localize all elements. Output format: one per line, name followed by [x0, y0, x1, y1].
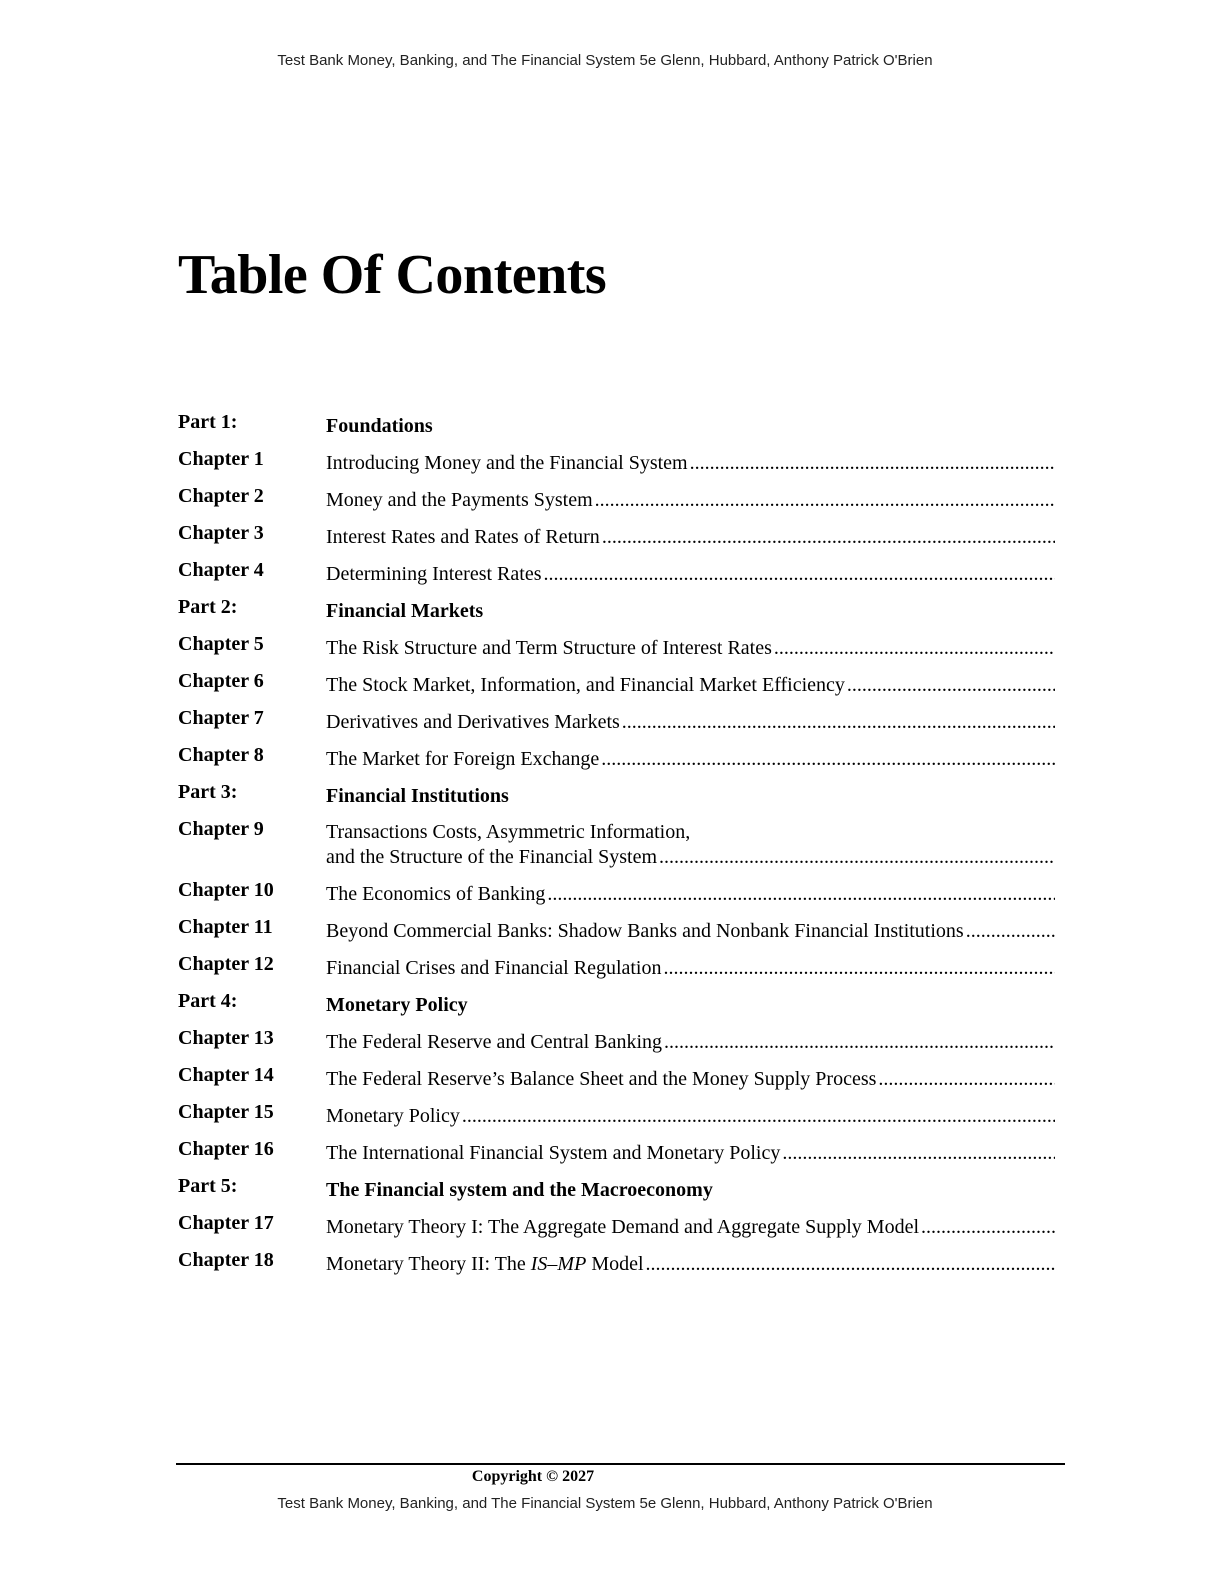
toc-part-5 — [178, 1170, 1055, 1207]
toc-part-3 — [178, 776, 1055, 813]
chapter-label: Chapter 2 — [178, 485, 264, 507]
dot-leader — [921, 1215, 1055, 1240]
chapter-title: The Risk Structure and Term Structure of Interest Rates — [326, 637, 772, 659]
toc-chapter-10[interactable] — [178, 874, 1055, 911]
chapter-title: The Federal Reserve’s Balance Sheet and the Money Supply Process — [326, 1068, 877, 1090]
chapter-label: Chapter 18 — [178, 1249, 274, 1271]
chapter-title — [326, 1252, 644, 1277]
running-header: Test Bank Money, Banking, and The Financial System 5e Glenn, Hubbard, Anthony Patrick O'Brien — [277, 52, 933, 69]
dot-leader — [622, 710, 1055, 735]
chapter-title: Derivatives and Derivatives Markets — [326, 711, 620, 733]
dot-leader — [544, 562, 1056, 587]
chapter-label: Chapter 11 — [178, 916, 273, 938]
chapter-label: Chapter 8 — [178, 744, 264, 766]
dot-leader — [646, 1252, 1055, 1277]
toc-part-4 — [178, 985, 1055, 1022]
part-label: Part 1: — [178, 411, 238, 433]
toc-chapter-16[interactable] — [178, 1133, 1055, 1170]
chapter-label: Chapter 1 — [178, 448, 264, 470]
part-title: Monetary Policy — [326, 994, 468, 1016]
chapter-label: Chapter 14 — [178, 1064, 274, 1086]
chapter-label: Chapter 13 — [178, 1027, 274, 1049]
dot-leader — [664, 956, 1056, 981]
dot-leader — [774, 636, 1055, 661]
part-label: Part 5: — [178, 1175, 238, 1197]
toc-chapter-18[interactable] — [178, 1244, 1055, 1281]
toc-chapter-12[interactable] — [178, 948, 1055, 985]
dot-leader — [462, 1104, 1055, 1129]
chapter-title: The Market for Foreign Exchange — [326, 748, 600, 770]
toc-chapter-2[interactable] — [178, 480, 1055, 517]
chapter-label: Chapter 17 — [178, 1212, 274, 1234]
part-label: Part 4: — [178, 990, 238, 1012]
chapter-title-line-1: Transactions Costs, Asymmetric Information, — [326, 821, 691, 843]
page-title: Table Of Contents — [178, 244, 607, 306]
chapter-title: Determining Interest Rates — [326, 563, 542, 585]
chapter-title: Introducing Money and the Financial System — [326, 452, 688, 474]
running-footer: Test Bank Money, Banking, and The Financial System 5e Glenn, Hubbard, Anthony Patrick O'Brien — [277, 1495, 933, 1512]
chapter-title: The International Financial System and Monetary Policy — [326, 1142, 781, 1164]
toc-chapter-5[interactable] — [178, 628, 1055, 665]
toc-chapter-17[interactable] — [178, 1207, 1055, 1244]
toc-part-1 — [178, 406, 1055, 443]
chapter-title-suffix: Model — [586, 1253, 644, 1275]
part-label: Part 3: — [178, 781, 238, 803]
chapter-title: Monetary Policy — [326, 1105, 460, 1127]
toc-part-2 — [178, 591, 1055, 628]
part-title: Financial Markets — [326, 600, 484, 622]
chapter-title: The Stock Market, Information, and Financial Market Efficiency — [326, 674, 845, 696]
chapter-label: Chapter 9 — [178, 818, 264, 840]
chapter-title: Beyond Commercial Banks: Shadow Banks and Nonbank Financial Institutions — [326, 920, 964, 942]
part-title: Foundations — [326, 415, 433, 437]
toc-chapter-15[interactable] — [178, 1096, 1055, 1133]
chapter-label: Chapter 7 — [178, 707, 264, 729]
chapter-title: Money and the Payments System — [326, 489, 593, 511]
dot-leader — [878, 1067, 1055, 1092]
footer-divider — [176, 1463, 1065, 1465]
dot-leader — [602, 525, 1055, 550]
part-label: Part 2: — [178, 596, 238, 618]
chapter-label: Chapter 6 — [178, 670, 264, 692]
chapter-title: The Federal Reserve and Central Banking — [326, 1031, 662, 1053]
chapter-label: Chapter 10 — [178, 879, 274, 901]
dot-leader — [664, 1030, 1055, 1055]
chapter-title: The Economics of Banking — [326, 883, 546, 905]
dot-leader — [595, 488, 1055, 513]
toc-chapter-8[interactable] — [178, 739, 1055, 776]
dot-leader — [690, 451, 1055, 476]
dot-leader — [547, 882, 1055, 907]
table-of-contents — [178, 406, 1055, 1281]
part-title: The Financial system and the Macroeconomy — [326, 1179, 713, 1201]
chapter-label: Chapter 16 — [178, 1138, 274, 1160]
part-title: Financial Institutions — [326, 785, 509, 807]
toc-chapter-7[interactable] — [178, 702, 1055, 739]
toc-chapter-14[interactable] — [178, 1059, 1055, 1096]
toc-chapter-1[interactable] — [178, 443, 1055, 480]
toc-chapter-6[interactable] — [178, 665, 1055, 702]
toc-chapter-11[interactable] — [178, 911, 1055, 948]
chapter-title-line-2: and the Structure of the Financial System — [326, 846, 658, 868]
chapter-title: Monetary Theory I: The Aggregate Demand and Aggregate Supply Model — [326, 1216, 919, 1238]
dot-leader — [847, 673, 1055, 698]
copyright-notice: Copyright © 2027 — [471, 1468, 595, 1485]
chapter-title-prefix: Monetary Theory II: The — [326, 1253, 531, 1275]
toc-chapter-3[interactable] — [178, 517, 1055, 554]
dot-leader — [601, 747, 1055, 772]
chapter-label: Chapter 12 — [178, 953, 274, 975]
chapter-label: Chapter 15 — [178, 1101, 274, 1123]
dot-leader — [966, 919, 1055, 944]
dot-leader — [659, 845, 1055, 870]
chapter-label: Chapter 4 — [178, 559, 264, 581]
toc-chapter-13[interactable] — [178, 1022, 1055, 1059]
chapter-label: Chapter 3 — [178, 522, 264, 544]
dot-leader — [782, 1141, 1055, 1166]
chapter-title-model-name: IS–MP — [530, 1253, 587, 1275]
toc-chapter-9[interactable] — [178, 813, 1055, 874]
toc-chapter-4[interactable] — [178, 554, 1055, 591]
chapter-label: Chapter 5 — [178, 633, 264, 655]
chapter-title: Interest Rates and Rates of Return — [326, 526, 600, 548]
chapter-title: Financial Crises and Financial Regulation — [326, 957, 662, 979]
